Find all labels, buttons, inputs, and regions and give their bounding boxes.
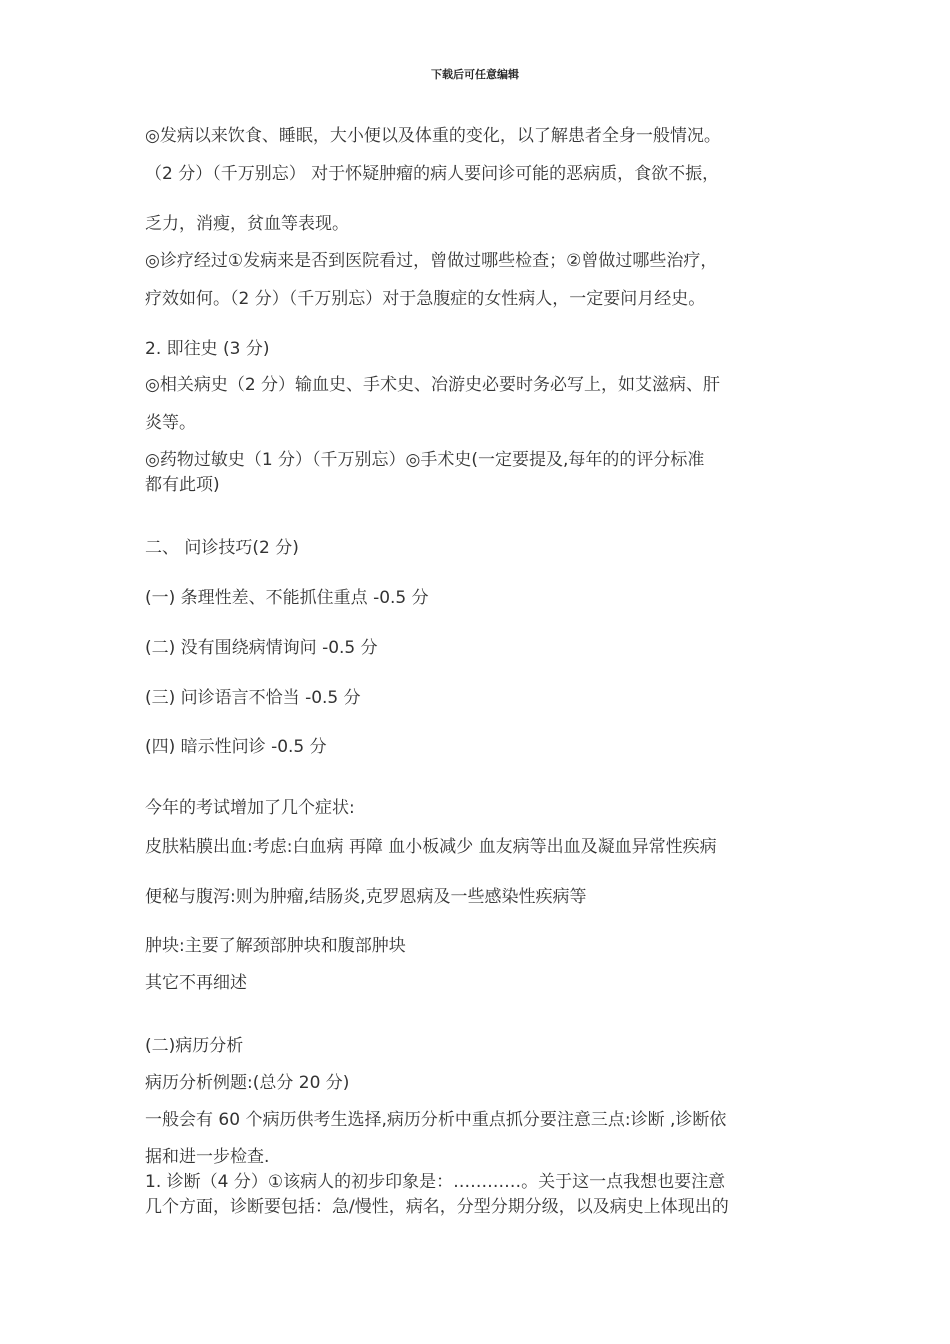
page-header: 下载后可任意编辑 [431,68,519,81]
text-line: 都有此项) [145,475,220,495]
text-line: 病历分析例题:(总分 20 分) [145,1073,350,1093]
text-line: （2 分）（千万别忘） 对于怀疑肿瘤的病人要问诊可能的恶病质，食欲不振， [145,164,720,184]
text-line: 今年的考试增加了几个症状: [145,798,355,818]
list-item: (四) 暗示性问诊 -0.5 分 [145,737,327,757]
section-heading: 2. 即往史 (3 分) [145,339,270,359]
text-line: 据和进一步检查. [145,1147,270,1167]
text-line: 疗效如何。（2 分）（千万别忘）对于急腹症的女性病人，一定要问月经史。 [145,289,706,309]
text-line: ◎相关病史（2 分）输血史、手术史、冶游史必要时务必写上，如艾滋病、肝 [145,375,721,395]
text-line: ◎发病以来饮食、睡眠，大小便以及体重的变化，以了解患者全身一般情况。 [145,126,721,146]
text-line: 一般会有 60 个病历供考生选择,病历分析中重点抓分要注意三点:诊断 ,诊断依 [145,1110,727,1130]
section-heading: 二、 问诊技巧(2 分) [145,538,299,558]
text-line: 1. 诊断（4 分）①该病人的初步印象是：…………。关于这一点我想也要注意 [145,1172,726,1192]
text-line: 肿块:主要了解颈部肿块和腹部肿块 [145,936,406,956]
list-item: (一) 条理性差、不能抓住重点 -0.5 分 [145,588,429,608]
text-line: 乏力，消瘦，贫血等表现。 [145,214,349,234]
text-line: ◎药物过敏史（1 分）（千万别忘）◎手术史(一定要提及,每年的的评分标准 [145,450,705,470]
list-item: (三) 问诊语言不恰当 -0.5 分 [145,688,361,708]
list-item: (二) 没有围绕病情询问 -0.5 分 [145,638,378,658]
text-line: 其它不再细述 [145,973,247,993]
text-line: ◎诊疗经过①发病来是否到医院看过，曾做过哪些检查；②曾做过哪些治疗， [145,251,718,271]
section-heading: (二)病历分析 [145,1036,244,1056]
text-line: 便秘与腹泻:则为肿瘤,结肠炎,克罗恩病及一些感染性疾病等 [145,887,587,907]
text-line: 皮肤粘膜出血:考虑:白血病 再障 血小板减少 血友病等出血及凝血异常性疾病 [145,837,717,857]
text-line: 几个方面，诊断要包括：急/慢性，病名，分型分期分级，以及病史上体现出的 [145,1197,729,1217]
text-line: 炎等。 [145,413,196,433]
